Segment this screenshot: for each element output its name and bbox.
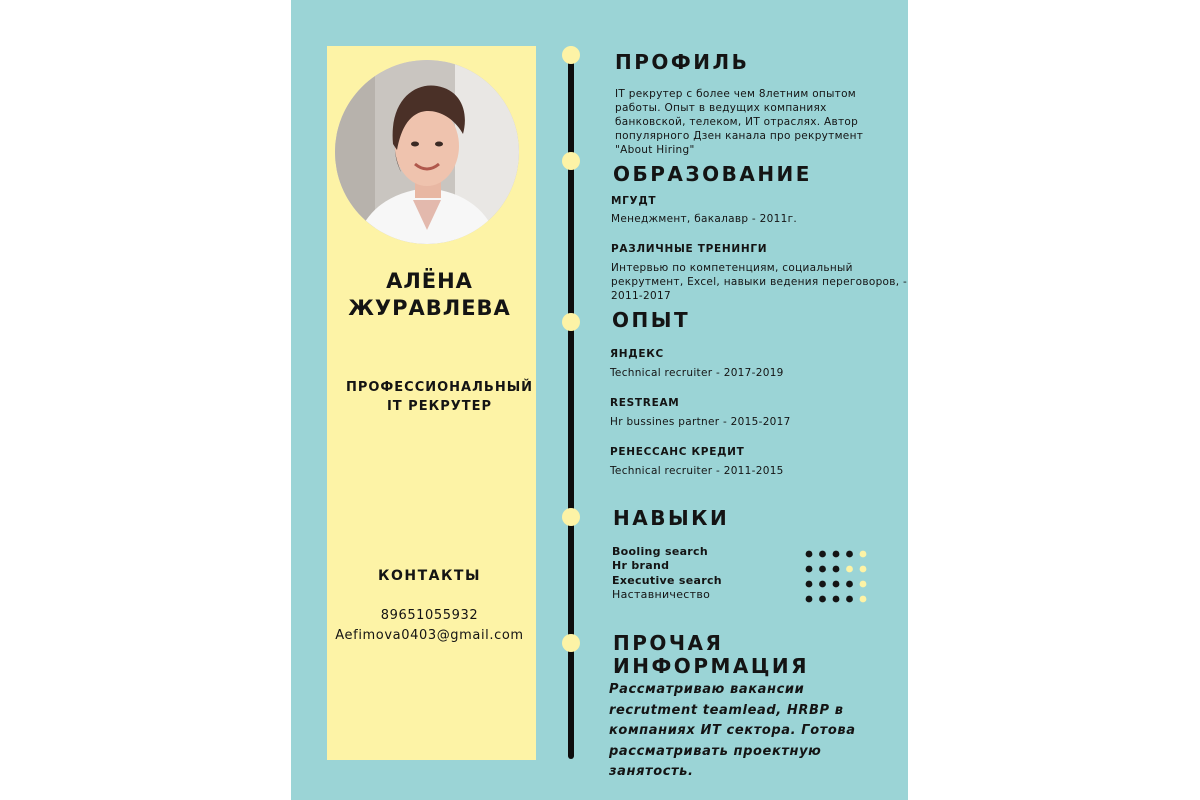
other-info-line: занятость.	[609, 764, 694, 779]
decor-dot	[806, 581, 813, 588]
name-first: АЛЁНА	[386, 269, 473, 293]
education-org: МГУДТ	[611, 195, 657, 207]
decor-dot	[860, 566, 867, 573]
profile-heading: ПРОФИЛЬ	[615, 50, 750, 74]
decor-dot	[806, 551, 813, 558]
decor-dot	[860, 581, 867, 588]
decor-dot	[860, 551, 867, 558]
skill-item: Наставничество	[612, 588, 711, 601]
timeline-dot-education	[562, 152, 580, 170]
profile-line: "About Hiring"	[615, 144, 695, 156]
person-name	[327, 268, 532, 322]
other-info-heading-line1: ПРОЧАЯ	[613, 631, 724, 655]
experience-detail: Hr bussines partner - 2015-2017	[610, 416, 791, 428]
education-detail: 2011-2017	[611, 290, 671, 302]
resume-page	[291, 0, 908, 800]
decor-dot	[846, 551, 853, 558]
contacts-heading: КОНТАКТЫ	[378, 568, 481, 584]
skill-item: Executive search	[612, 574, 722, 587]
education-heading: ОБРАЗОВАНИЕ	[613, 162, 812, 186]
other-info-text	[609, 680, 859, 783]
decorative-dot-grid	[804, 549, 870, 605]
decor-dot	[833, 566, 840, 573]
skills-heading: НАВЫКИ	[613, 506, 730, 530]
decor-dot	[833, 551, 840, 558]
decor-dot	[846, 566, 853, 573]
decor-dot	[806, 566, 813, 573]
other-info-line: компаниях ИТ сектора. Готова	[609, 723, 856, 738]
experience-org: РЕНЕССАНС КРЕДИТ	[610, 446, 745, 458]
decor-dot	[846, 596, 853, 603]
profile-photo	[335, 60, 519, 244]
experience-detail: Technical recruiter - 2011-2015	[610, 465, 784, 477]
skill-item: Booling search	[612, 545, 708, 558]
decor-dot	[833, 581, 840, 588]
experience-org: RESTREAM	[610, 397, 680, 409]
other-info-line: Рассматриваю вакансии	[609, 682, 805, 697]
timeline-dot-experience	[562, 313, 580, 331]
phone-number: 89651055932	[380, 608, 479, 623]
decor-dot	[860, 596, 867, 603]
education-detail: Менеджмент, бакалавр - 2011г.	[611, 213, 798, 225]
job-title-line2: IT РЕКРУТЕР	[386, 399, 493, 414]
job-title-line1: ПРОФЕССИОНАЛЬНЫЙ	[345, 380, 534, 395]
timeline-dot-other	[562, 634, 580, 652]
job-title	[337, 378, 542, 416]
skill-item: Hr brand	[612, 559, 670, 572]
profile-line: банковской, телеком, ИТ отраслях. Автор	[615, 116, 859, 128]
portrait-image	[335, 60, 519, 244]
sidebar	[327, 46, 536, 760]
profile-line: IT рекрутер с более чем 8летним опытом	[615, 88, 857, 100]
timeline-dot-profile	[562, 46, 580, 64]
profile-line: работы. Опыт в ведущих компаниях	[615, 102, 827, 114]
education-detail: Интервью по компетенциям, социальный	[611, 262, 853, 274]
decor-dot	[833, 596, 840, 603]
decor-dot	[819, 566, 826, 573]
other-info-line: recrutment teamlead, HRBP в	[609, 702, 844, 718]
experience-detail: Technical recruiter - 2017-2019	[610, 367, 784, 379]
other-info-heading	[613, 632, 809, 678]
decor-dot	[846, 581, 853, 588]
other-info-line: рассматривать проектную	[609, 743, 822, 759]
decor-dot	[819, 581, 826, 588]
experience-heading: ОПЫТ	[612, 308, 691, 332]
email-address: Aefimova0403@gmail.com	[335, 628, 524, 643]
decor-dot	[819, 596, 826, 603]
experience-org: ЯНДЕКС	[610, 348, 664, 360]
education-detail: рекрутмент, Excel, навыки ведения переговоров, -	[611, 276, 908, 288]
other-info-heading-line2: ИНФОРМАЦИЯ	[613, 654, 810, 678]
decor-dot	[806, 596, 813, 603]
timeline-dot-skills	[562, 508, 580, 526]
education-org: РАЗЛИЧНЫЕ ТРЕНИНГИ	[611, 243, 768, 255]
profile-line: популярного Дзен канала про рекрутмент	[615, 130, 864, 142]
decor-dot	[819, 551, 826, 558]
name-last: ЖУРАВЛЕВА	[348, 296, 511, 320]
